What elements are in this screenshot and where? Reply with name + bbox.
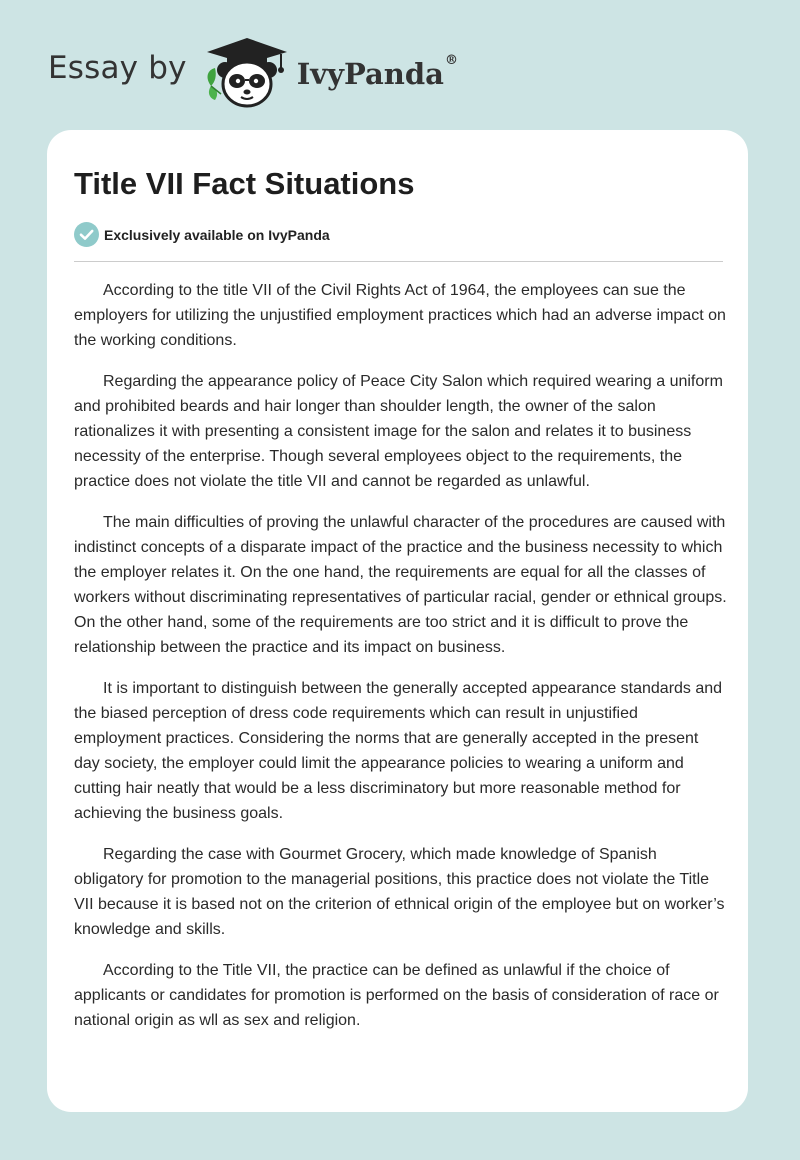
registered-mark: ® <box>444 53 458 68</box>
site-header <box>48 34 458 110</box>
paragraph: According to the Title VII, the practice can be defined as unlawful if the choice of applicants or candidates for promotion is performed on the basis of consideration of race or national origin as wll as sex and religion. <box>74 962 719 1029</box>
exclusive-badge <box>74 222 330 247</box>
brand-prefix: Essay by <box>48 50 187 86</box>
brand-name-text: IvyPanda <box>296 57 444 91</box>
paragraph: Regarding the appearance policy of Peace City Salon which required wearing a uniform and prohibited beards and hair longer than shoulder length, the owner of the salon rationalizes it with presenting a consistent image for the salon and relates it to business necessity of the enterprise. Though several employees object to the requirements, the practice does not violate the title VII and cannot be regarded as unlawful. <box>74 373 723 490</box>
page-title: Title VII Fact Situations <box>74 166 415 201</box>
paragraph: It is important to distinguish between the generally accepted appearance standards and the biased perception of dress code requirements which can result in unjustified employment practices. Considering the norms that are generally accepted in the present day society, the employer could limit the appearance policies to wearing a uniform and cutting hair neatly that would be a less discriminatory but more reasonable method for achieving the business goals. <box>74 680 723 822</box>
paragraph: Regarding the case with Gourmet Grocery, which made knowledge of Spanish obligatory for promotion to the managerial positions, this practice does not violate the Title VII because it is based not on the criterion of ethnical origin of the employee but on worker’s knowledge and skills. <box>74 846 725 938</box>
essay-card <box>47 130 748 1112</box>
paragraph: The main difficulties of proving the unlawful character of the procedures are caused with indistinct concepts of a disparate impact of the practice and the business necessity to which the employer relates it. On the one hand, the requirements are equal for all the classes of workers without discriminating representatives of particular racial, gender or ethnical groups. On the other hand, some of the requirements are too strict and it is difficult to prove the relationship between the practice and its impact on business. <box>74 514 727 656</box>
brand-name[interactable] <box>296 53 458 91</box>
exclusive-label: Exclusively available on IvyPanda <box>104 226 330 243</box>
paragraph: According to the title VII of the Civil Rights Act of 1964, the employees can sue the employers for utilizing the unjustified employment practices which had an adverse impact on the working conditions. <box>74 282 726 349</box>
divider <box>74 261 723 262</box>
panda-graduate-logo-icon[interactable] <box>201 34 293 110</box>
essay-body <box>74 278 728 1049</box>
check-circle-icon <box>74 222 99 247</box>
